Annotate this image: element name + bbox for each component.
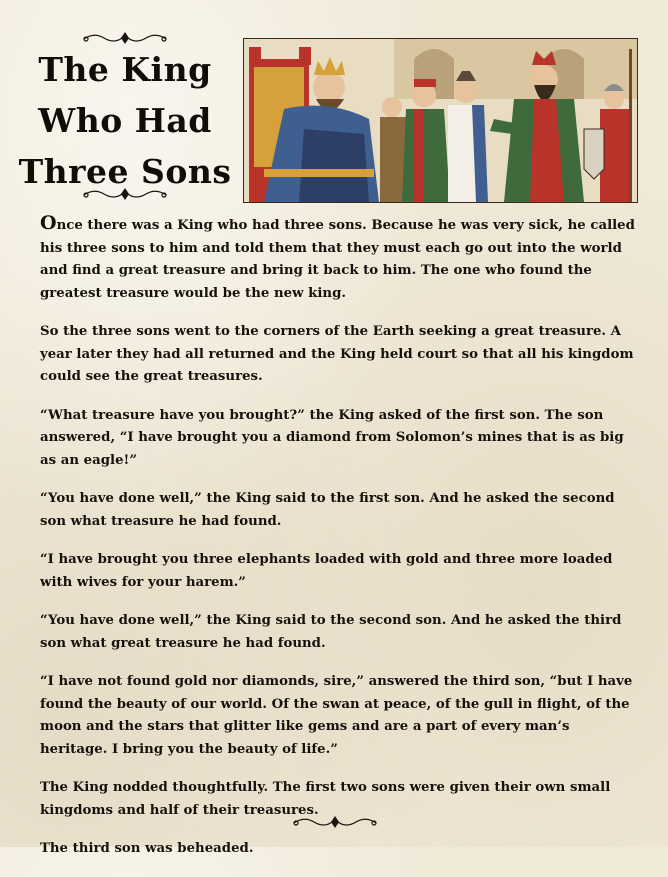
story-paragraph: “I have brought you three elephants loaded with gold and three more loaded with wives for your harem.”: [40, 552, 613, 590]
story-paragraph: “What treasure have you brought?” the King asked of the first son. The son answered, “I have brought you a diamond from Solomon’s mines that is as big as an eagle!”: [40, 407, 624, 468]
story-paragraph: “I have not found gold nor diamonds, sire,” answered the third son, “but I have found the beauty of our world. Of the swan at peace, of the gull in flight, of the moon and the stars that glitter like gems and are a part of every man’s heritage. I bring you the beauty of life.”: [40, 674, 633, 757]
king-court-illustration: [243, 38, 638, 203]
story-paragraph: The third son was beheaded.: [40, 841, 254, 856]
story-text: [40, 212, 636, 877]
title-line-2: Who Had: [38, 101, 212, 140]
page-title: [14, 44, 236, 197]
story-paragraph: The King nodded thoughtfully. The first two sons were given their own small kingdoms and half of their treasures.: [40, 780, 611, 818]
title-line-1: The King: [38, 50, 212, 89]
story-paragraph: “You have done well,” the King said to the first son. And he asked the second son what treasure he had found.: [40, 491, 615, 529]
story-paragraph: Once there was a King who had three sons. Because he was very sick, he called his three sons to him and told them that they must each go out into the world and find a great treasure and bring it back to him. The one who found the greatest treasure would be the new king.: [40, 212, 635, 301]
story-paragraph: So the three sons went to the corners of the Earth seeking a great treasure. A year later they had all returned and the King held court so that all his kingdom could see the great treasures.: [40, 324, 634, 384]
title-line-3: Three Sons: [18, 152, 232, 191]
story-paragraph: “You have done well,” the King said to the second son. And he asked the third son what great treasure he had found.: [40, 613, 622, 651]
